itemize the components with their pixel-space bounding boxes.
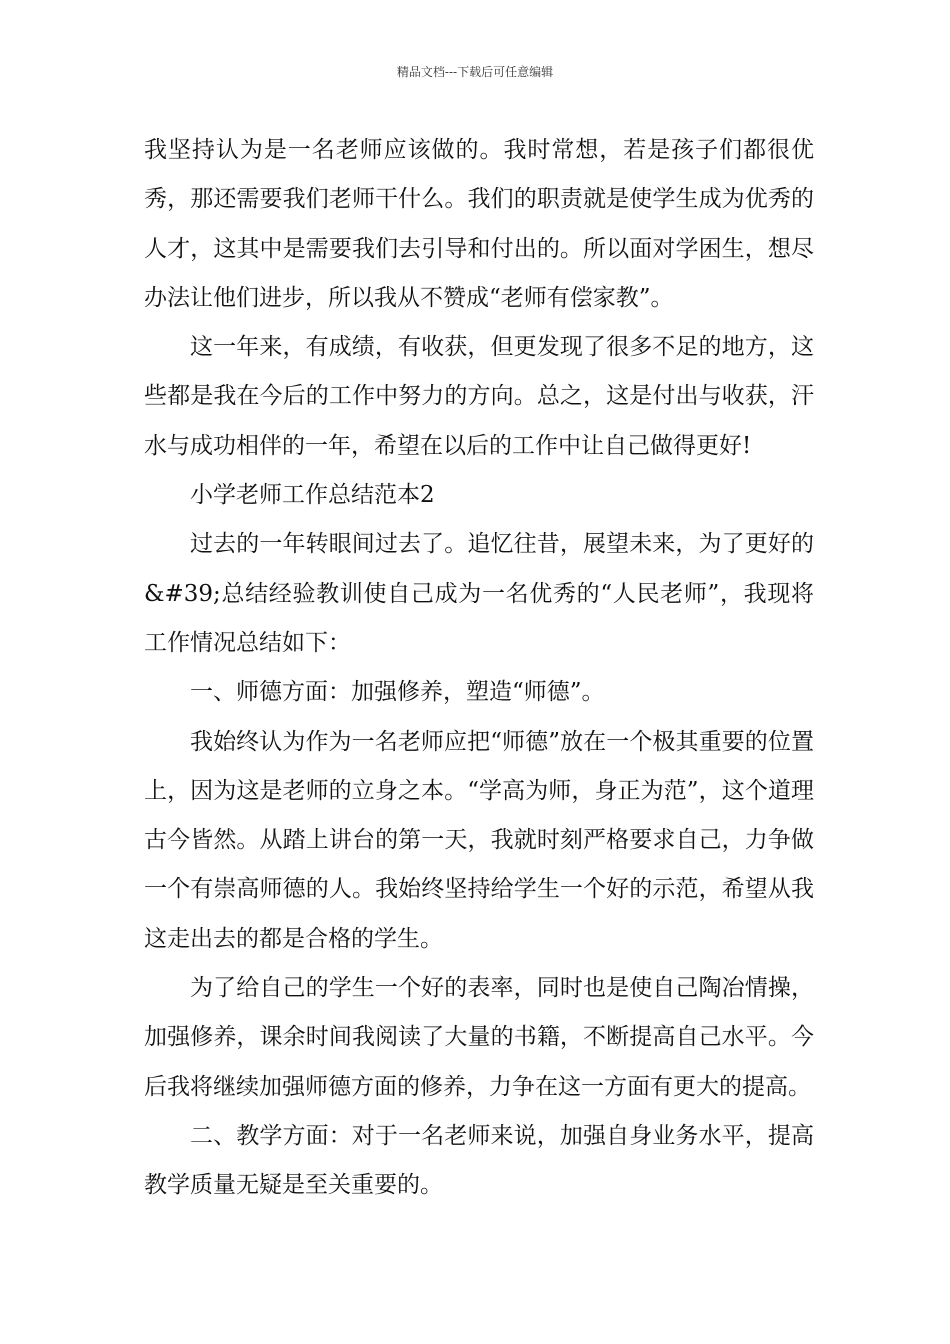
section-title: 小学老师工作总结范本2 <box>190 482 435 509</box>
paragraph-intro: 过去的一年转眼间过去了。追忆往昔，展望未来，为了更好的&#39;总结经验教训使自己成为一名优秀的“人民老师”，我现将工作情况总结如下： <box>144 531 814 656</box>
heading-ethics: 一、师德方面：加强修养，塑造“师德”。 <box>190 679 605 706</box>
paragraph-self-cultivation: 为了给自己的学生一个好的表率，同时也是使自己陶冶情操，加强修养，课余时间我阅读了大量的书籍，不断提高自己水平。今后我将继续加强师德方面的修养，力争在这一方面有更大的提高。 <box>144 975 814 1100</box>
page-header: 精品文档---下载后可任意编辑 <box>396 65 554 79</box>
paragraph-year-summary: 这一年来，有成绩，有收获，但更发现了很多不足的地方，这些都是我在今后的工作中努力的方向。总之，这是付出与收获，汗水与成功相伴的一年，希望在以后的工作中让自己做得更好! <box>144 334 814 459</box>
paragraph-continuation: 我坚持认为是一名老师应该做的。我时常想，若是孩子们都很优秀，那还需要我们老师干什么。我们的职责就是使学生成为优秀的人才，这其中是需要我们去引导和付出的。所以面对学困生，想尽办法让他们进步，所以我从不赞成“老师有偿家教”。 <box>144 137 814 311</box>
heading-teaching: 二、教学方面：对于一名老师来说，加强自身业务水平，提高教学质量无疑是至关重要的。 <box>144 1122 814 1199</box>
paragraph-ethics: 我始终认为作为一名老师应把“师德”放在一个极其重要的位置上，因为这是老师的立身之本。“学高为师，身正为范”，这个道理古今皆然。从踏上讲台的第一天，我就时刻严格要求自己，力争做一个有崇高师德的人。我始终坚持给学生一个好的示范，希望从我这走出去的都是合格的学生。 <box>144 728 814 952</box>
document-body <box>144 126 814 1211</box>
